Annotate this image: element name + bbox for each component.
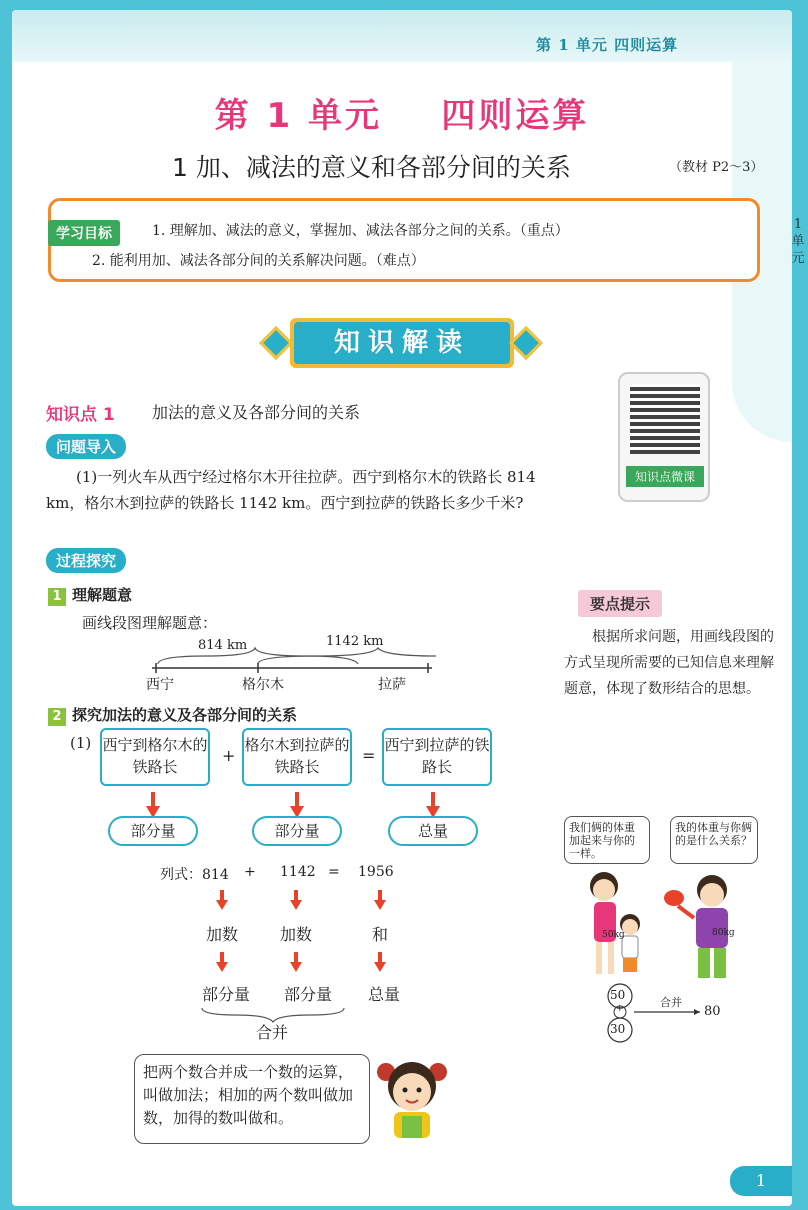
flow-box-2: 格尔木到拉萨的铁路长 [242,728,352,786]
diamond-icon [509,326,543,360]
intro-tag: 问题导入 [46,434,126,459]
merge-plus: + [616,1004,624,1014]
step-1-title: 理解题意 [72,586,133,604]
goal-item-2: 2. 能利用加、减法各部分间的关系解决问题。（难点） [92,253,425,269]
lesson-title: 1 加、减法的意义和各部分间的关系 [172,153,571,182]
speech-bubble-2: 我的体重与你俩的是什么关系？ [670,816,758,864]
tip-text: 根据所求问题，用画线段图的方式呈现所需要的已知信息来理解题意，体现了数形结合的思想。 [564,629,774,697]
running-header: 第 1 单元 四则运算 [536,36,679,54]
textbook-page [12,10,805,1206]
step-1 [48,584,132,606]
flow-box-3: 西宁到拉萨的铁路长 [382,728,492,786]
flow-index: (1) [70,734,92,752]
qr-card[interactable] [618,372,710,502]
tip-tag: 要点提示 [578,590,662,617]
formula-plus: + [244,864,256,880]
arrow-down-icon [290,890,302,912]
part-label-1: 部分量 [202,985,251,1004]
formula-sum: 1956 [358,864,394,880]
diamond-icon [259,326,293,360]
banner-title: 知识解读 [294,322,510,364]
point-lhasa: 拉萨 [378,677,406,693]
total-label: 总量 [368,985,401,1004]
addend-name-1: 加数 [206,925,239,944]
unit-title: 第 1 单元 四则运算 [214,96,590,136]
merge-result: 80 [704,1004,721,1019]
step-1-number: 1 [48,588,66,606]
knowledge-point-label: 知识点 1 [46,405,115,425]
side-unit-tab: 1单元 [791,217,805,266]
weight-label-1: 50kg [602,930,625,940]
goals-tag: 学习目标 [48,220,120,246]
merge-label: 合并 [256,1023,289,1042]
arrow-down-icon [216,890,228,912]
formula-equals: = [328,864,340,880]
oval-part-1: 部分量 [108,816,198,846]
merge-word: 合并 [660,996,682,1009]
oval-total: 总量 [388,816,478,846]
page-number: 1 [730,1166,792,1196]
goal-item-1: 1. 理解加、减法的意义，掌握加、减法各部分之间的关系。（重点） [152,223,569,239]
section-banner [264,318,540,368]
weight-label-2: 80kg [712,928,735,938]
point-xining: 西宁 [146,677,174,693]
girl-illustration [372,1050,452,1140]
arrow-down-icon [374,952,386,974]
part-label-2: 部分量 [284,985,333,1004]
plus-sign: + [222,746,236,765]
step-2 [48,704,297,726]
knowledge-point-title: 加法的意义及各部分间的关系 [152,403,361,422]
oval-part-2: 部分量 [252,816,342,846]
lesson-reference: （教材 P2～3） [669,160,764,175]
formula-label: 列式：814 [160,867,229,883]
arrow-down-icon [290,952,302,974]
explore-tag: 过程探究 [46,548,126,573]
addend-name-2: 加数 [280,925,313,944]
step-2-title: 探究加法的意义及各部分间的关系 [72,706,298,724]
segment-label-1: 814 km [198,638,248,653]
definition-bubble: 把两个数合并成一个数的运算，叫做加法；相加的两个数叫做加数，加得的数叫做和。 [134,1054,370,1144]
family-illustration [582,868,762,984]
step-2-number: 2 [48,708,66,726]
equals-sign: = [362,746,376,765]
step-1-text: 画线段图理解题意： [82,614,218,632]
formula-addend-2: 1142 [280,864,316,880]
problem-text: (1)一列火车从西宁经过格尔木开往拉萨。西宁到格尔木的铁路长 814 km，格尔木到拉萨的铁路长 1142 km。西宁到拉萨的铁路长多少千米? [46,468,536,512]
segment-label-2: 1142 km [326,634,384,649]
arrow-down-icon [216,952,228,974]
qr-code-icon[interactable] [630,384,700,454]
qr-label: 知识点微课 [626,466,704,487]
point-golmud: 格尔木 [242,677,284,693]
merge-value-1: 50 [610,988,626,1002]
sum-name: 和 [372,925,389,944]
speech-bubble-1: 我们俩的体重加起来与你的一样。 [564,816,650,864]
merge-value-2: 30 [610,1022,626,1036]
arrow-down-icon [374,890,386,912]
flow-box-1: 西宁到格尔木的铁路长 [100,728,210,786]
